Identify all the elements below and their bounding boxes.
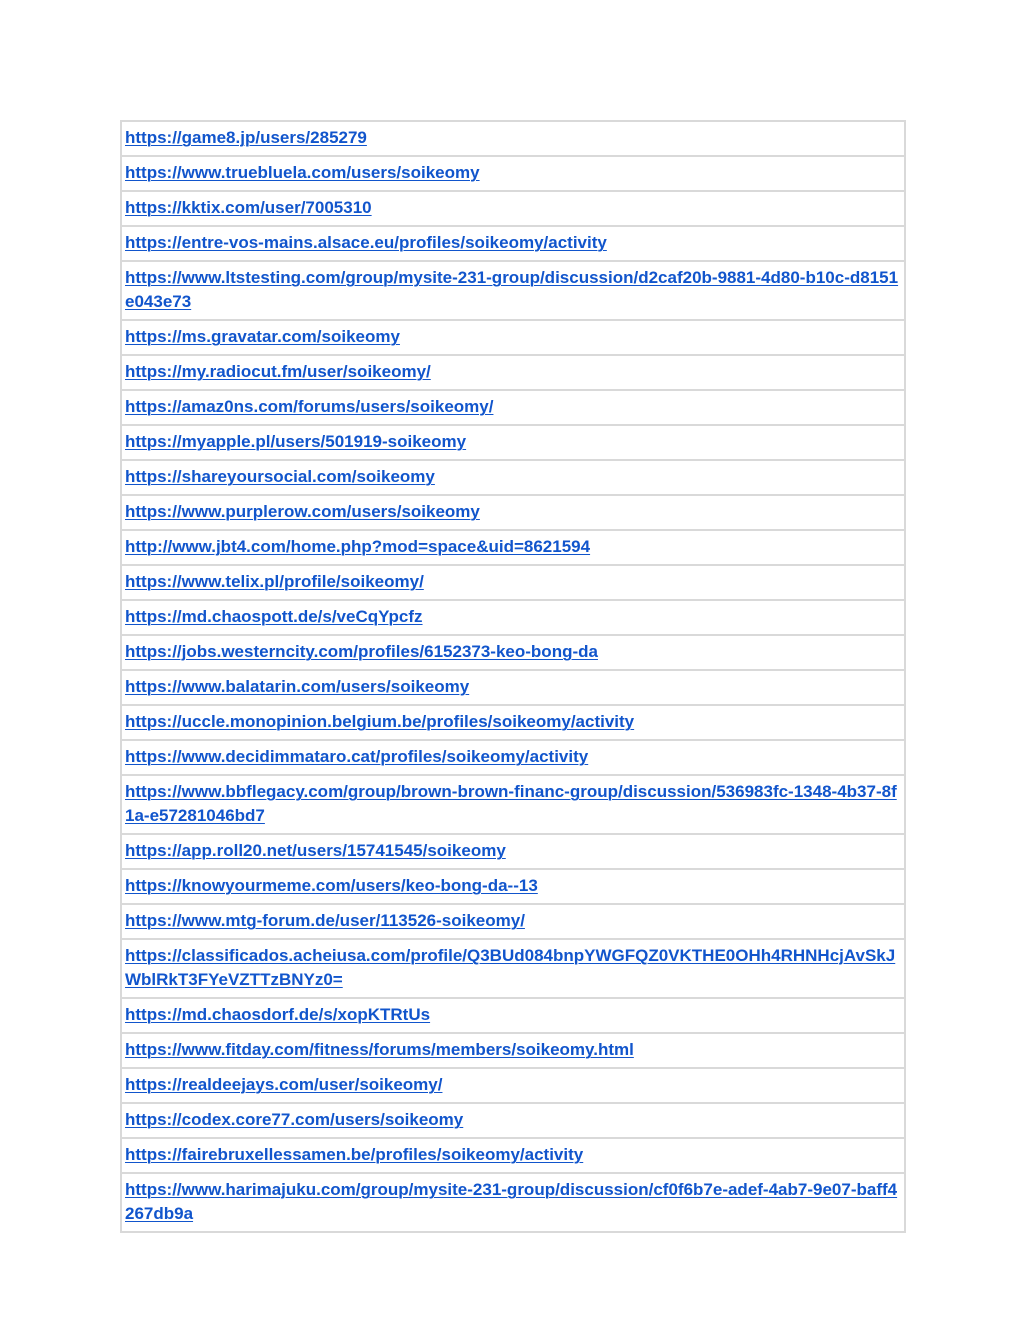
link[interactable]: https://entre-vos-mains.alsace.eu/profiles/soikeomy/activity [125, 233, 607, 252]
link-table-body [121, 121, 905, 1232]
table-cell [121, 1173, 905, 1232]
table-cell [121, 670, 905, 705]
link[interactable]: https://codex.core77.com/users/soikeomy [125, 1110, 464, 1129]
table-row [121, 355, 905, 390]
table-cell [121, 635, 905, 670]
table-cell [121, 904, 905, 939]
table-row [121, 460, 905, 495]
table-cell [121, 355, 905, 390]
table-cell [121, 834, 905, 869]
link[interactable]: https://www.truebluela.com/users/soikeomy [125, 163, 480, 182]
table-cell [121, 390, 905, 425]
table-cell [121, 425, 905, 460]
table-cell [121, 869, 905, 904]
link[interactable]: https://www.fitday.com/fitness/forums/members/soikeomy.html [125, 1040, 634, 1059]
table-cell [121, 460, 905, 495]
table-row [121, 705, 905, 740]
table-row [121, 670, 905, 705]
link[interactable]: https://classificados.acheiusa.com/profile/Q3BUd084bnpYWGFQZ0VKTHE0OHh4RHNHcjAvSkJWblRkT3FYeVZTTzBNYz0= [125, 946, 896, 989]
table-cell [121, 156, 905, 191]
link[interactable]: http://www.jbt4.com/home.php?mod=space&uid=8621594 [125, 537, 591, 556]
table-cell [121, 740, 905, 775]
table-row [121, 1033, 905, 1068]
table-row [121, 1068, 905, 1103]
table-row [121, 425, 905, 460]
table-row [121, 939, 905, 998]
table-cell [121, 775, 905, 834]
link[interactable]: https://amaz0ns.com/forums/users/soikeomy/ [125, 397, 494, 416]
table-cell [121, 600, 905, 635]
table-row [121, 600, 905, 635]
link[interactable]: https://game8.jp/users/285279 [125, 128, 367, 147]
table-row [121, 320, 905, 355]
table-row [121, 1103, 905, 1138]
link[interactable]: https://uccle.monopinion.belgium.be/profiles/soikeomy/activity [125, 712, 635, 731]
link[interactable]: https://kktix.com/user/7005310 [125, 198, 372, 217]
table-row [121, 740, 905, 775]
table-cell [121, 261, 905, 320]
table-row [121, 156, 905, 191]
link[interactable]: https://md.chaospott.de/s/veCqYpcfz [125, 607, 423, 626]
table-row [121, 390, 905, 425]
link[interactable]: https://realdeejays.com/user/soikeomy/ [125, 1075, 443, 1094]
table-row [121, 869, 905, 904]
table-cell [121, 530, 905, 565]
link[interactable]: https://knowyourmeme.com/users/keo-bong-da--13 [125, 876, 538, 895]
link[interactable]: https://www.balatarin.com/users/soikeomy [125, 677, 470, 696]
link[interactable]: https://my.radiocut.fm/user/soikeomy/ [125, 362, 431, 381]
link[interactable]: https://www.mtg-forum.de/user/113526-soikeomy/ [125, 911, 525, 930]
table-row [121, 635, 905, 670]
table-row [121, 495, 905, 530]
table-cell [121, 1033, 905, 1068]
table-row [121, 191, 905, 226]
link[interactable]: https://app.roll20.net/users/15741545/soikeomy [125, 841, 506, 860]
link-table [120, 120, 906, 1233]
table-cell [121, 1068, 905, 1103]
link[interactable]: https://myapple.pl/users/501919-soikeomy [125, 432, 467, 451]
table-cell [121, 565, 905, 600]
link[interactable]: https://www.harimajuku.com/group/mysite-231-group/discussion/cf0f6b7e-adef-4ab7-9e07-baff4267db9a [125, 1180, 898, 1223]
table-row [121, 530, 905, 565]
link[interactable]: https://www.ltstesting.com/group/mysite-231-group/discussion/d2caf20b-9881-4d80-b10c-d8151e043e73 [125, 268, 899, 311]
table-row [121, 998, 905, 1033]
link[interactable]: https://jobs.westerncity.com/profiles/6152373-keo-bong-da [125, 642, 598, 661]
table-row [121, 1173, 905, 1232]
table-row [121, 565, 905, 600]
link[interactable]: https://www.purplerow.com/users/soikeomy [125, 502, 480, 521]
link[interactable]: https://shareyoursocial.com/soikeomy [125, 467, 435, 486]
link[interactable]: https://www.decidimmataro.cat/profiles/soikeomy/activity [125, 747, 589, 766]
table-row [121, 261, 905, 320]
table-row [121, 1138, 905, 1173]
table-cell [121, 495, 905, 530]
table-cell [121, 1103, 905, 1138]
table-row [121, 775, 905, 834]
table-cell [121, 226, 905, 261]
link[interactable]: https://md.chaosdorf.de/s/xopKTRtUs [125, 1005, 431, 1024]
link[interactable]: https://fairebruxellessamen.be/profiles/soikeomy/activity [125, 1145, 584, 1164]
table-cell [121, 998, 905, 1033]
table-cell [121, 705, 905, 740]
table-row [121, 121, 905, 156]
table-row [121, 834, 905, 869]
table-cell [121, 191, 905, 226]
table-cell [121, 320, 905, 355]
table-cell [121, 1138, 905, 1173]
table-cell [121, 121, 905, 156]
table-cell [121, 939, 905, 998]
link[interactable]: https://www.bbflegacy.com/group/brown-brown-financ-group/discussion/536983fc-1348-4b37-8f1a-e57281046bd7 [125, 782, 897, 825]
link[interactable]: https://ms.gravatar.com/soikeomy [125, 327, 400, 346]
table-row [121, 904, 905, 939]
table-row [121, 226, 905, 261]
link[interactable]: https://www.telix.pl/profile/soikeomy/ [125, 572, 424, 591]
